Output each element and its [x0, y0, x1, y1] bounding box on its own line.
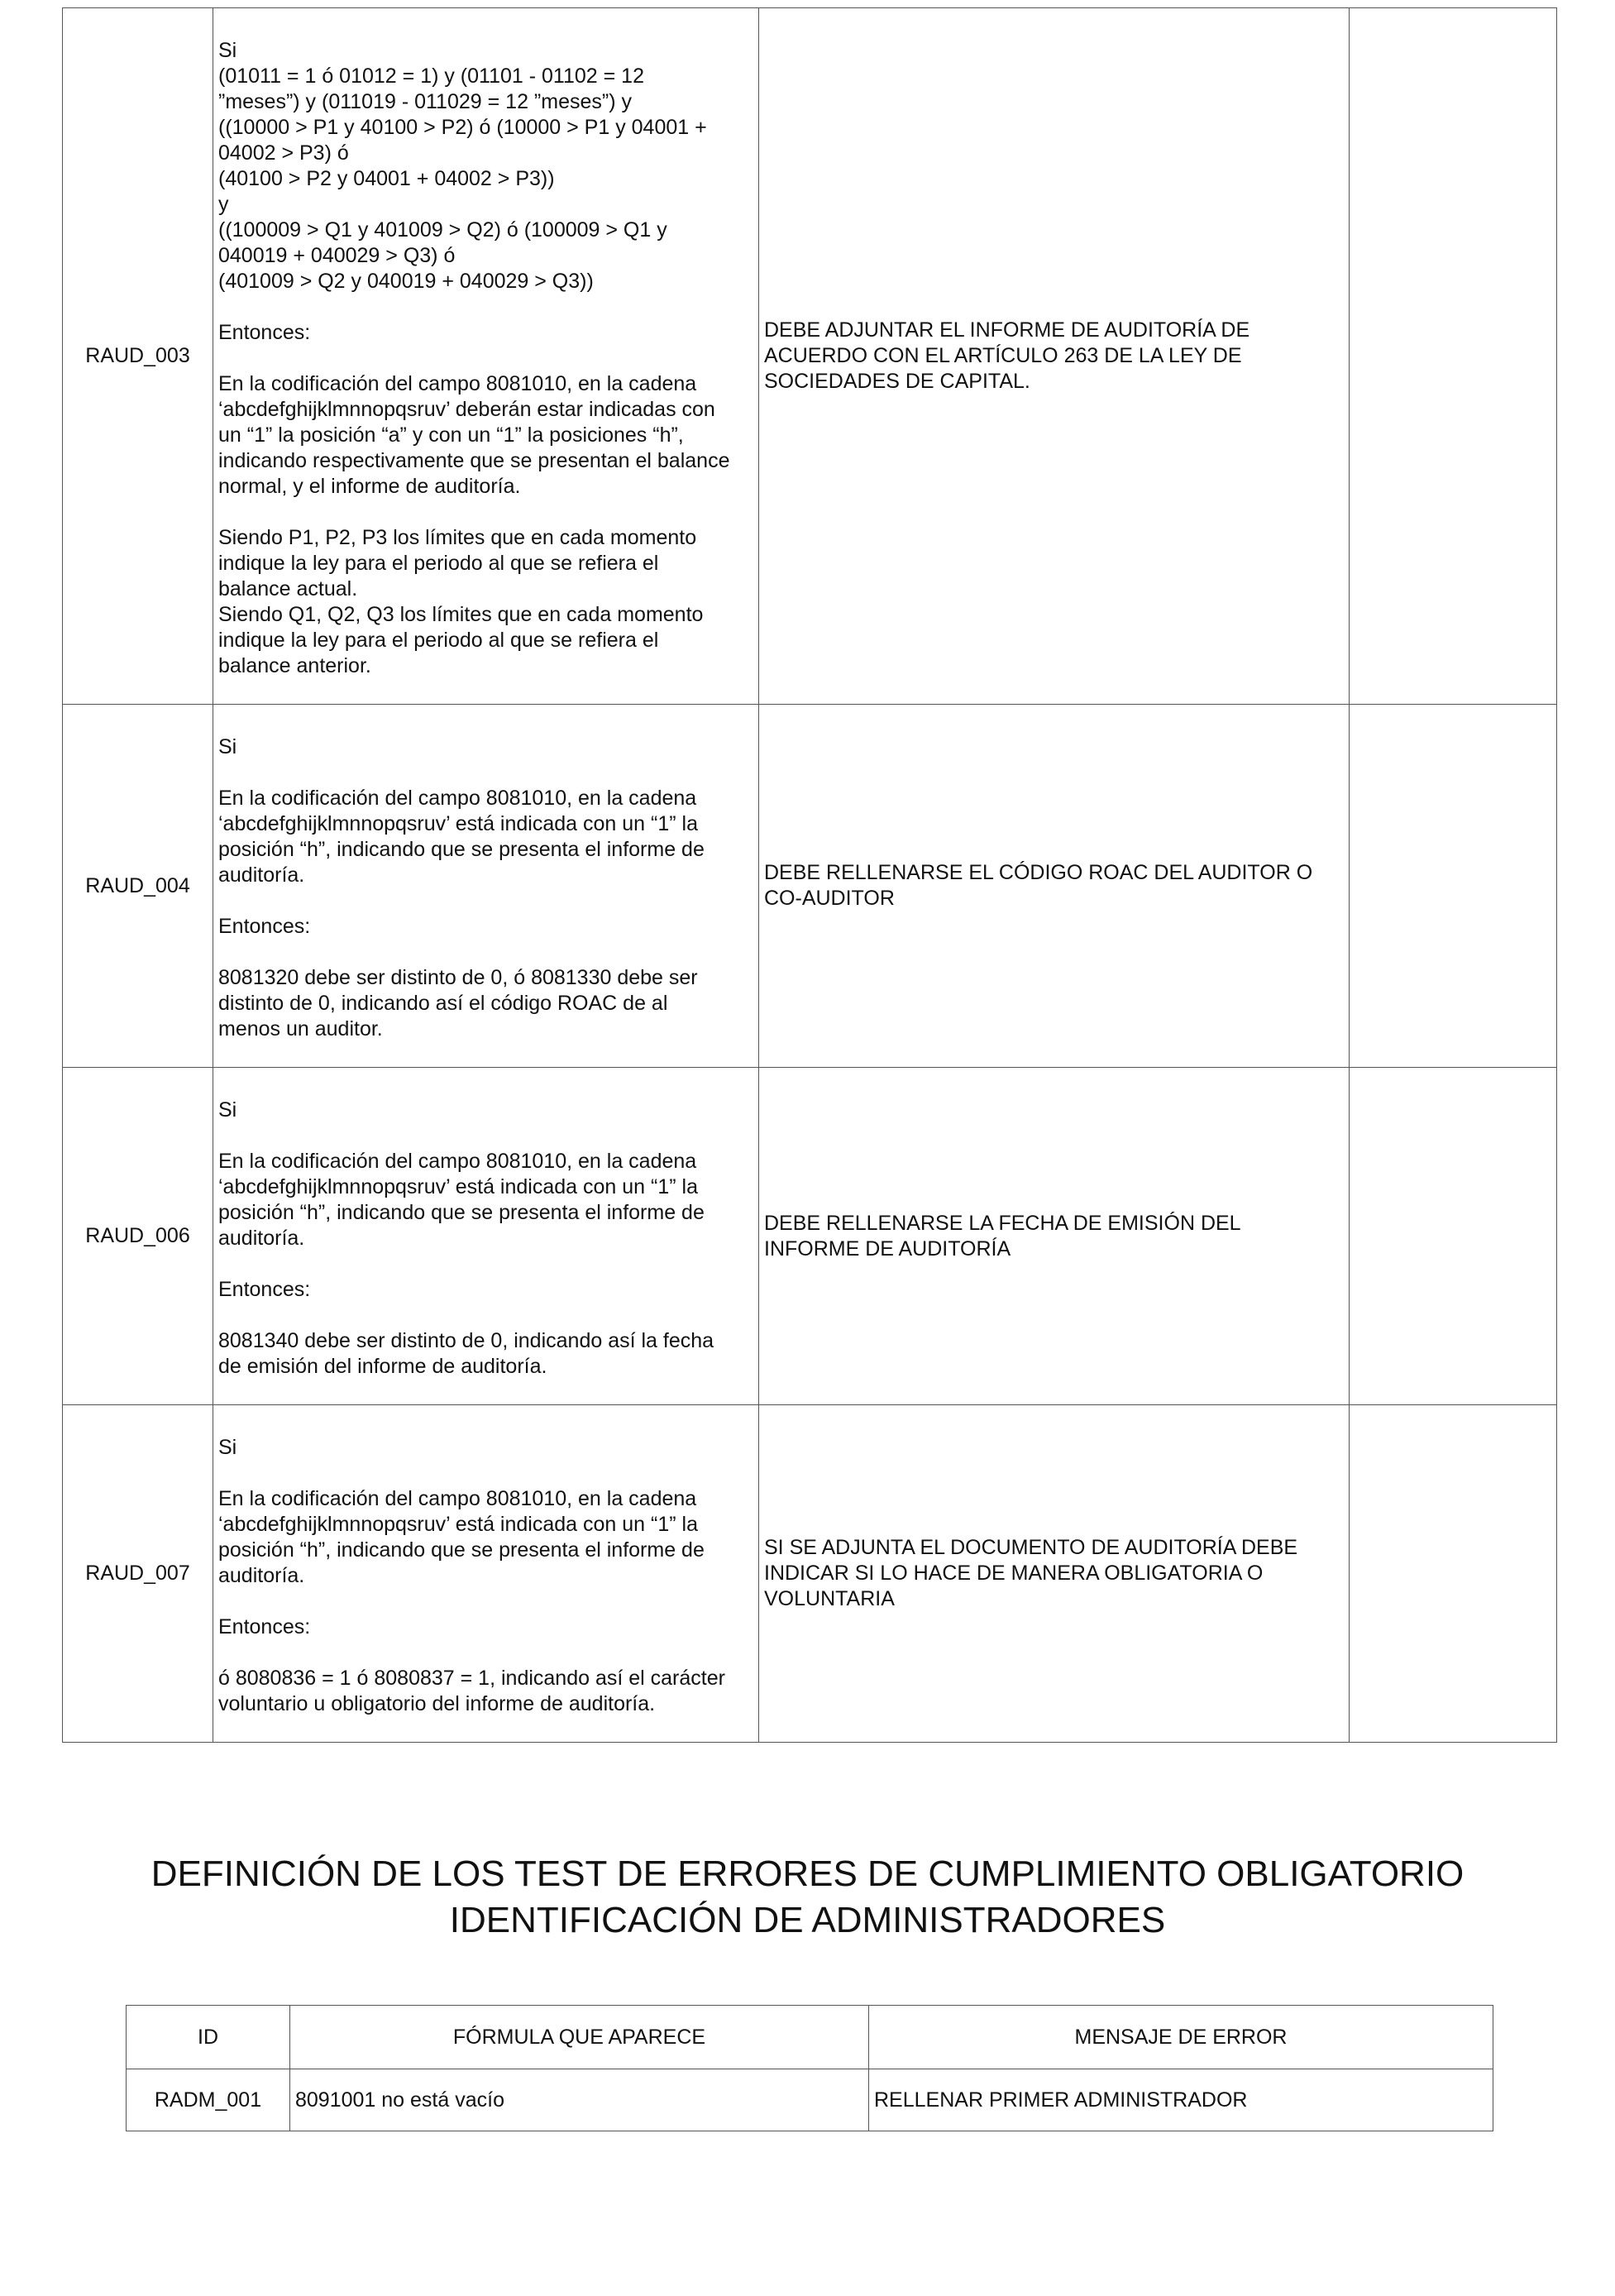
message-line: DEBE ADJUNTAR EL INFORME DE AUDITORÍA DE: [764, 318, 1250, 342]
formula-line: 8081340 debe ser distinto de 0, indicando así la fecha: [218, 1329, 714, 1352]
section-title: [0, 1851, 1615, 1944]
section-title-line-2: IDENTIFICACIÓN DE ADMINISTRADORES: [449, 1900, 1166, 1940]
table-row: [127, 2069, 1493, 2131]
rule-id: RAUD_007: [63, 1405, 213, 1743]
formula-line: Entonces:: [218, 915, 311, 938]
formula-line: Si: [218, 1436, 237, 1459]
message-line: ACUERDO CON EL ARTÍCULO 263 DE LA LEY DE: [764, 344, 1242, 367]
message-line: CO-AUDITOR: [764, 887, 895, 910]
table-row: [63, 705, 1557, 1068]
formula-line: posición “h”, indicando que se presenta el informe de: [218, 1201, 705, 1224]
formula-line: 8081320 debe ser distinto de 0, ó 8081330 debe ser: [218, 966, 698, 989]
audit-rules-table: [62, 7, 1557, 1743]
formula-line: balance anterior.: [218, 654, 371, 677]
formula-line: En la codificación del campo 8081010, en la cadena: [218, 372, 697, 395]
formula-line: ‘abcdefghijklmnnopqsruv’ está indicada con un “1” la: [218, 812, 698, 835]
header-id: ID: [127, 2006, 290, 2069]
rule-id: RAUD_006: [63, 1068, 213, 1405]
rule-id: RADM_001: [127, 2069, 290, 2131]
section-title-line-1: DEFINICIÓN DE LOS TEST DE ERRORES DE CUMPLIMIENTO OBLIGATORIO: [151, 1854, 1464, 1894]
rule-message: [759, 705, 1350, 1068]
formula-line: ((100009 > Q1 y 401009 > Q2) ó (100009 > Q1 y: [218, 218, 667, 242]
formula-line: de emisión del informe de auditoría.: [218, 1355, 547, 1378]
formula-line: indique la ley para el periodo al que se refiera el: [218, 552, 659, 575]
rule-formula: [213, 8, 759, 705]
formula-line: y: [218, 193, 229, 216]
empty-cell: [1350, 1405, 1557, 1743]
header-message: MENSAJE DE ERROR: [869, 2006, 1493, 2069]
table-row: [63, 1405, 1557, 1743]
message-line: SOCIEDADES DE CAPITAL.: [764, 370, 1030, 393]
rule-formula: [213, 1405, 759, 1743]
rule-formula: [213, 1068, 759, 1405]
table-header-row: [127, 2006, 1493, 2069]
rule-formula: [213, 705, 759, 1068]
formula-line: voluntario u obligatorio del informe de auditoría.: [218, 1692, 656, 1715]
formula-line: En la codificación del campo 8081010, en la cadena: [218, 787, 697, 810]
formula-line: auditoría.: [218, 1227, 305, 1250]
formula-line: (01011 = 1 ó 01012 = 1) y (01101 - 01102 = 12: [218, 65, 644, 88]
formula-line: auditoría.: [218, 1564, 305, 1587]
formula-line: posición “h”, indicando que se presenta el informe de: [218, 1538, 705, 1562]
rule-message: [759, 8, 1350, 705]
message-line: DEBE RELLENARSE EL CÓDIGO ROAC DEL AUDITOR O: [764, 861, 1313, 884]
formula-line: ó 8080836 = 1 ó 8080837 = 1, indicando así el carácter: [218, 1667, 725, 1690]
formula-line: indique la ley para el periodo al que se refiera el: [218, 629, 659, 652]
formula-line: En la codificación del campo 8081010, en la cadena: [218, 1487, 697, 1510]
formula-line: distinto de 0, indicando así el código ROAC de al: [218, 992, 668, 1015]
audit-rules-body: [63, 8, 1557, 1743]
header-formula: FÓRMULA QUE APARECE: [290, 2006, 869, 2069]
rule-id: RAUD_004: [63, 705, 213, 1068]
formula-line: Si: [218, 1098, 237, 1122]
message-line: INFORME DE AUDITORÍA: [764, 1236, 1011, 1260]
message-line: INDICAR SI LO HACE DE MANERA OBLIGATORIA O: [764, 1562, 1264, 1585]
rule-message: [759, 1405, 1350, 1743]
rule-formula: 8091001 no está vacío: [290, 2069, 869, 2131]
formula-line: En la codificación del campo 8081010, en la cadena: [218, 1150, 697, 1173]
formula-line: ‘abcdefghijklmnnopqsruv’ deberán estar indicadas con: [218, 398, 715, 421]
message-line: SI SE ADJUNTA EL DOCUMENTO DE AUDITORÍA DEBE: [764, 1536, 1298, 1559]
formula-line: ”meses”) y (011019 - 011029 = 12 ”meses”) y: [218, 90, 632, 113]
formula-line: Siendo P1, P2, P3 los límites que en cada momento: [218, 526, 697, 549]
formula-line: balance actual.: [218, 577, 358, 600]
formula-line: menos un auditor.: [218, 1017, 383, 1040]
formula-line: Si: [218, 735, 237, 758]
formula-line: auditoría.: [218, 863, 305, 887]
formula-line: 040019 + 040029 > Q3) ó: [218, 244, 456, 267]
table-row: [63, 8, 1557, 705]
formula-line: Si: [218, 39, 237, 62]
formula-line: 04002 > P3) ó: [218, 141, 349, 165]
formula-line: Siendo Q1, Q2, Q3 los límites que en cada momento: [218, 603, 704, 626]
formula-line: Entonces:: [218, 321, 311, 344]
formula-line: ‘abcdefghijklmnnopqsruv’ está indicada con un “1” la: [218, 1175, 698, 1198]
empty-cell: [1350, 1068, 1557, 1405]
message-line: DEBE RELLENARSE LA FECHA DE EMISIÓN DEL: [764, 1211, 1241, 1235]
rule-message: [759, 1068, 1350, 1405]
message-line: VOLUNTARIA: [764, 1587, 895, 1610]
formula-line: ‘abcdefghijklmnnopqsruv’ está indicada con un “1” la: [218, 1513, 698, 1536]
formula-line: un “1” la posición “a” y con un “1” la posiciones “h”,: [218, 423, 684, 447]
formula-line: posición “h”, indicando que se presenta el informe de: [218, 838, 705, 861]
rule-id: RAUD_003: [63, 8, 213, 705]
empty-cell: [1350, 705, 1557, 1068]
formula-line: indicando respectivamente que se presentan el balance: [218, 449, 730, 472]
formula-line: Entonces:: [218, 1278, 311, 1301]
formula-line: (401009 > Q2 y 040019 + 040029 > Q3)): [218, 270, 594, 293]
formula-line: Entonces:: [218, 1615, 311, 1638]
rule-message: RELLENAR PRIMER ADMINISTRADOR: [869, 2069, 1493, 2131]
formula-line: normal, y el informe de auditoría.: [218, 475, 521, 498]
empty-cell: [1350, 8, 1557, 705]
formula-line: ((10000 > P1 y 40100 > P2) ó (10000 > P1 y 04001 +: [218, 116, 707, 139]
administrators-table: [126, 2005, 1493, 2131]
table-row: [63, 1068, 1557, 1405]
formula-line: (40100 > P2 y 04001 + 04002 > P3)): [218, 167, 555, 190]
